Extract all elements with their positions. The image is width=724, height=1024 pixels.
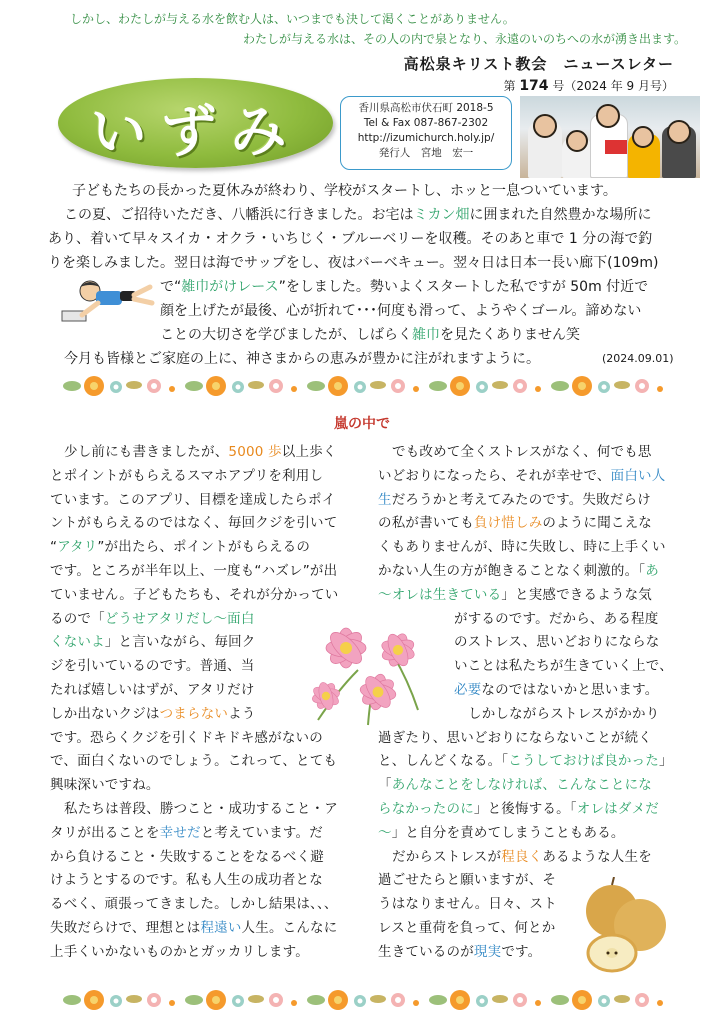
article-line: かない人生の方が飽きることなく刺激的。「あ <box>378 562 659 579</box>
issue-info <box>503 77 674 94</box>
address-box <box>340 96 512 170</box>
article-line: ～オレは生きている」と実感できるような気 <box>378 586 653 603</box>
article-line: くもありませんが、時に失敗し、時に上手くい <box>378 539 666 556</box>
article-line: 過ぎたり、思いどおりにならないことが続く <box>378 729 652 746</box>
article-line: ～」と自分を責めてしまうこともある。 <box>378 824 625 841</box>
article-line: で、面白くないのでしょう。これって、とても <box>50 753 338 770</box>
intro-line: で“雑巾がけレース”をしました。勢いよくスタートした私ですが 50m 付近で <box>160 279 649 295</box>
article-line: から負けること・失敗することをなるべく避 <box>50 848 324 865</box>
article-line: るべく、頑張ってきました。しかし結果は、、、 <box>50 896 338 913</box>
newsletter-title: 高松泉キリスト教会 ニュースレター <box>403 55 674 73</box>
article-line: 興味深いですね。 <box>50 777 160 794</box>
intro-line: 子どもたちの長かった夏休みが終わり、学校がスタートし、ホッと一息ついています。 <box>72 183 617 199</box>
logo-text: いずみ <box>90 100 301 165</box>
article-title: 嵐の中で <box>334 416 390 432</box>
article-line: 「あんなことをしなければ、こんなことにな <box>378 777 653 794</box>
pink-cosmos-flowers-illustration <box>298 610 443 730</box>
intro-line: あり、着いて早々スイカ・オクラ・いちじく・ブルーベリーを収穫。そのあと車で 1 分の海で釣 <box>48 231 653 247</box>
article-line: 上手くいかないものかとガッカリします。 <box>50 943 309 960</box>
verse-line-2: わたしが与える水は、その人の内で泉となり、永遠のいのちへの水が湧き出ます。 <box>242 32 686 46</box>
website-link[interactable]: http://izumichurch.holy.jp/ <box>357 132 495 144</box>
article-line: るので「どうせアタリだし～面白 <box>50 610 255 627</box>
address-line: 香川県高松市伏石町 2018-5 <box>358 102 494 114</box>
article-line: ています。このアプリ、目標を達成したらポイ <box>50 491 336 508</box>
intro-line: りを楽しみました。翌日は海でサップをし、夜はバーベキュー。翌々日は日本一長い廊下(109m) <box>48 255 659 271</box>
article-line: 少し前にも書きましたが、5000 歩以上歩く <box>64 444 337 460</box>
issue-number: 174 <box>519 78 549 94</box>
article-line: いどおりになったら、それが幸せで、面白い人 <box>378 467 666 484</box>
article-left-column <box>50 441 339 965</box>
flower-border-top <box>60 371 670 401</box>
article-line: とポイントがもらえるスマホアプリを利用し <box>50 467 324 484</box>
article-line: レスと重荷を負って、何とか <box>378 919 556 936</box>
article-line: だからストレスが程良くあるような人生を <box>392 848 652 865</box>
article-line: けようとするのです。私も人生の成功者とな <box>50 872 323 889</box>
article-line: でも改めて全くストレスがなく、何でも思 <box>392 444 652 460</box>
article-line: しか出ないクジはつまらないよう <box>50 705 256 722</box>
article-line: “アタリ”が出たら、ポイントがもらえるの <box>50 539 311 556</box>
issue-prefix: 第 <box>503 79 516 93</box>
phone-line: Tel & Fax 087-867-2302 <box>363 117 489 129</box>
verse-line-1: しかし、わたしが与える水を飲む人は、いつまでも決して渇くことがありません。 <box>70 12 515 26</box>
church-group-photo <box>520 96 700 178</box>
article-line: です。ところが半年以上、一度も“ハズレ”が出 <box>50 562 338 579</box>
intro-line: この夏、ご招待いただき、八幡浜に行きました。お宅はミカン畑に囲まれた自然豊かな場所に <box>64 207 652 223</box>
article-line: と、しんどくなる。「こうしておけば良かった」 <box>378 753 673 770</box>
izumi-logo <box>58 78 333 168</box>
article-line: 失敗だらけで、理想とは程遠い人生。こんなに <box>50 919 338 936</box>
article-line: 生だろうかと考えてみたのです。失敗だらけ <box>378 491 651 508</box>
intro-line: ことの大切さを学びましたが、しばらく雑巾を見たくありません笑 <box>160 327 580 343</box>
intro-line: 顔を上げたが最後、心が折れて･･･何度も滑って、ようやくゴール。諦めない <box>160 303 642 319</box>
article-line: です。恐らくクジを引くドキドキ感がないの <box>50 729 323 746</box>
publisher-line: 発行人 宮地 宏一 <box>378 147 474 159</box>
article-line: タリが出ることを幸せだと考えています。だ <box>50 824 323 841</box>
article-line: くないよ」と言いながら、毎回ク <box>50 634 256 651</box>
article-line: 生きているのが現実です。 <box>378 943 542 960</box>
article-line: しかしながらストレスがかかり <box>468 705 660 722</box>
article-line: 必要なのではないかと思います。 <box>454 681 659 698</box>
article-line: ントがもらえるのではなく、毎回クジを引いて <box>50 515 338 532</box>
article-line: のストレス、思いどおりにならな <box>454 634 660 651</box>
issue-suffix: 号（2024 年 9 月号） <box>552 79 674 93</box>
intro-line: 今月も皆様とご家庭の上に、神さまからの恵みが豊かに注がれますように。 <box>64 351 540 367</box>
intro-date: (2024.09.01) <box>602 352 674 365</box>
asian-pear-illustration <box>572 877 672 977</box>
article-line: 私たちは普段、勝つこと・成功すること・ア <box>64 800 338 817</box>
article-line: うはなりません。日々、スト <box>378 896 557 913</box>
article-line: たれば嬉しいはずが、アタリだけ <box>50 681 255 698</box>
flower-border-bottom <box>60 985 670 1015</box>
article-line: らなかったのに」と後悔する。「オレはダメだ <box>378 800 659 817</box>
child-wiping-floor-illustration <box>56 277 156 327</box>
article-line: いことは私たちが生きていく上で、 <box>454 658 673 675</box>
article-line: の私が書いても負け惜しみのように聞こえな <box>378 515 653 532</box>
article-line: ていません。子どもたちも、それが分かってい <box>50 586 339 603</box>
article-line: ジを引いているのです。普通、当 <box>50 658 255 675</box>
article-line: がするのです。だから、ある程度 <box>454 610 659 627</box>
article-line: 過ごせたらと願いますが、そ <box>378 872 557 889</box>
